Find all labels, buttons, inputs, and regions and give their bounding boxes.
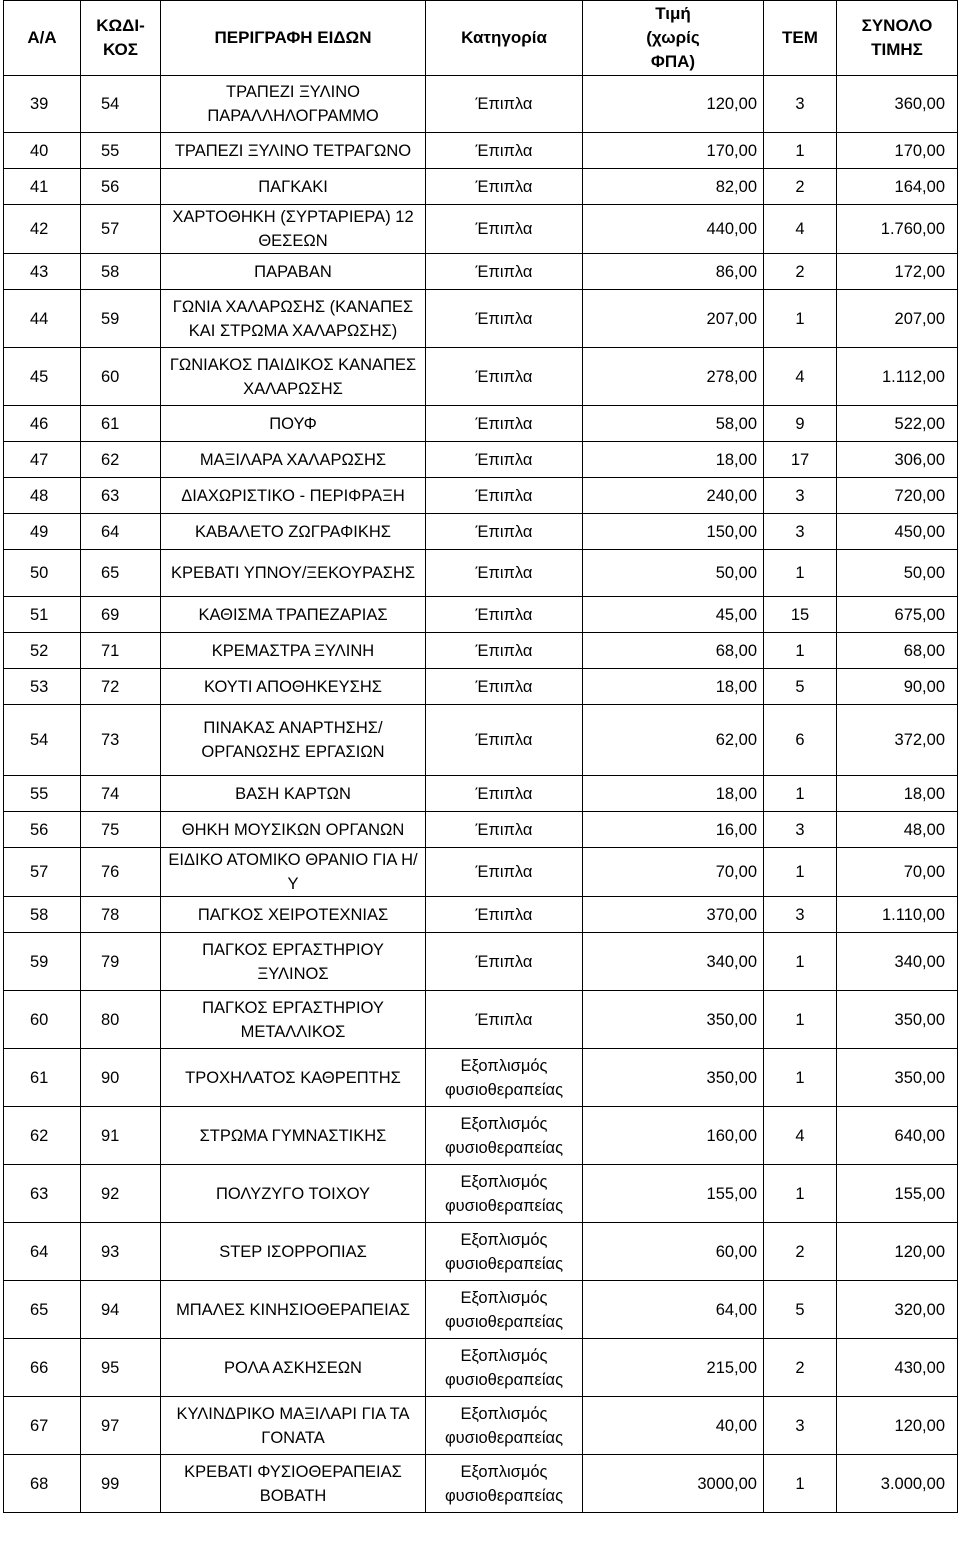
row-category: Έπιπλα xyxy=(426,133,583,169)
row-price: 120,00 xyxy=(583,76,764,133)
row-description: ΠΑΡΑΒΑΝ xyxy=(161,254,426,290)
row-code: 71 xyxy=(81,633,161,669)
row-total: 207,00 xyxy=(837,290,958,348)
row-number: 58 xyxy=(4,897,81,933)
row-total: 720,00 xyxy=(837,478,958,514)
row-total: 120,00 xyxy=(837,1397,958,1455)
row-category: Έπιπλα xyxy=(426,705,583,776)
row-number: 43 xyxy=(4,254,81,290)
row-total: 350,00 xyxy=(837,991,958,1049)
row-description: ΠΟΥΦ xyxy=(161,406,426,442)
row-number: 67 xyxy=(4,1397,81,1455)
table-row xyxy=(4,597,958,633)
table-row xyxy=(4,1223,958,1281)
row-category: Έπιπλα xyxy=(426,933,583,991)
row-price: 70,00 xyxy=(583,848,764,897)
row-total: 306,00 xyxy=(837,442,958,478)
row-category: Εξοπλισμός φυσιοθεραπείας xyxy=(426,1223,583,1281)
row-code: 62 xyxy=(81,442,161,478)
table-row xyxy=(4,290,958,348)
row-number: 41 xyxy=(4,169,81,205)
row-number: 57 xyxy=(4,848,81,897)
row-price: 64,00 xyxy=(583,1281,764,1339)
row-total: 155,00 xyxy=(837,1165,958,1223)
row-description: ΠΙΝΑΚΑΣ ΑΝΑΡΤΗΣΗΣ/ΟΡΓΑΝΩΣΗΣ ΕΡΓΑΣΙΩΝ xyxy=(161,705,426,776)
table-row xyxy=(4,205,958,254)
row-quantity: 3 xyxy=(764,514,837,550)
table-row xyxy=(4,1397,958,1455)
row-price: 86,00 xyxy=(583,254,764,290)
row-description: ΓΩΝΙΑ ΧΑΛΑΡΩΣΗΣ (ΚΑΝΑΠΕΣ ΚΑΙ ΣΤΡΩΜΑ ΧΑΛΑΡΩΣΗΣ) xyxy=(161,290,426,348)
row-total: 675,00 xyxy=(837,597,958,633)
header-quantity: ΤΕΜ xyxy=(764,1,837,76)
row-description: ΚΡΕΜΑΣΤΡΑ ΞΥΛΙΝΗ xyxy=(161,633,426,669)
row-category: Έπιπλα xyxy=(426,848,583,897)
row-code: 73 xyxy=(81,705,161,776)
row-number: 47 xyxy=(4,442,81,478)
row-category: Έπιπλα xyxy=(426,812,583,848)
table-row xyxy=(4,812,958,848)
row-description: ΚΟΥΤΙ ΑΠΟΘΗΚΕΥΣΗΣ xyxy=(161,669,426,705)
row-number: 53 xyxy=(4,669,81,705)
row-total: 70,00 xyxy=(837,848,958,897)
row-price: 60,00 xyxy=(583,1223,764,1281)
row-quantity: 4 xyxy=(764,1107,837,1165)
row-category: Έπιπλα xyxy=(426,633,583,669)
row-category: Έπιπλα xyxy=(426,776,583,812)
row-category: Έπιπλα xyxy=(426,442,583,478)
table-row xyxy=(4,1339,958,1397)
row-number: 66 xyxy=(4,1339,81,1397)
row-total: 164,00 xyxy=(837,169,958,205)
row-code: 60 xyxy=(81,348,161,406)
row-category: Έπιπλα xyxy=(426,550,583,597)
row-price: 278,00 xyxy=(583,348,764,406)
row-quantity: 1 xyxy=(764,848,837,897)
row-total: 1.760,00 xyxy=(837,205,958,254)
row-category: Έπιπλα xyxy=(426,991,583,1049)
row-description: ΧΑΡΤΟΘΗΚΗ (ΣΥΡΤΑΡΙΕΡΑ) 12 ΘΕΣΕΩΝ xyxy=(161,205,426,254)
table-row xyxy=(4,1455,958,1513)
row-description: STEP ΙΣΟΡΡΟΠΙΑΣ xyxy=(161,1223,426,1281)
row-quantity: 2 xyxy=(764,254,837,290)
table-row xyxy=(4,1107,958,1165)
row-description: ΠΑΓΚΑΚΙ xyxy=(161,169,426,205)
row-category: Έπιπλα xyxy=(426,669,583,705)
row-category: Έπιπλα xyxy=(426,169,583,205)
table-row xyxy=(4,550,958,597)
row-category: Έπιπλα xyxy=(426,514,583,550)
row-total: 640,00 xyxy=(837,1107,958,1165)
row-number: 61 xyxy=(4,1049,81,1107)
row-quantity: 1 xyxy=(764,633,837,669)
row-category: Έπιπλα xyxy=(426,76,583,133)
table-row xyxy=(4,1165,958,1223)
row-price: 50,00 xyxy=(583,550,764,597)
row-total: 372,00 xyxy=(837,705,958,776)
row-total: 320,00 xyxy=(837,1281,958,1339)
row-category: Έπιπλα xyxy=(426,290,583,348)
row-description: ΚΡΕΒΑΤΙ ΦΥΣΙΟΘΕΡΑΠΕΙΑΣ ΒΟΒΑΤΗ xyxy=(161,1455,426,1513)
header-aa: Α/Α xyxy=(4,1,81,76)
table-row xyxy=(4,669,958,705)
row-total: 170,00 xyxy=(837,133,958,169)
table-row xyxy=(4,848,958,897)
row-price: 82,00 xyxy=(583,169,764,205)
row-code: 58 xyxy=(81,254,161,290)
table-row xyxy=(4,705,958,776)
row-code: 93 xyxy=(81,1223,161,1281)
row-code: 94 xyxy=(81,1281,161,1339)
row-total: 430,00 xyxy=(837,1339,958,1397)
row-number: 64 xyxy=(4,1223,81,1281)
row-price: 18,00 xyxy=(583,442,764,478)
row-price: 45,00 xyxy=(583,597,764,633)
row-price: 170,00 xyxy=(583,133,764,169)
table-row xyxy=(4,406,958,442)
row-code: 69 xyxy=(81,597,161,633)
row-category: Εξοπλισμός φυσιοθεραπείας xyxy=(426,1397,583,1455)
row-code: 90 xyxy=(81,1049,161,1107)
header-description: ΠΕΡΙΓΡΑΦΗ ΕΙΔΩΝ xyxy=(161,1,426,76)
row-description: ΚΥΛΙΝΔΡΙΚΟ ΜΑΞΙΛΑΡΙ ΓΙΑ ΤΑ ΓΟΝΑΤΑ xyxy=(161,1397,426,1455)
row-description: ΘΗΚΗ ΜΟΥΣΙΚΩΝ ΟΡΓΑΝΩΝ xyxy=(161,812,426,848)
row-total: 18,00 xyxy=(837,776,958,812)
row-code: 75 xyxy=(81,812,161,848)
row-description: ΜΠΑΛΕΣ ΚΙΝΗΣΙΟΘΕΡΑΠΕΙΑΣ xyxy=(161,1281,426,1339)
row-description: ΡΟΛΑ ΑΣΚΗΣΕΩΝ xyxy=(161,1339,426,1397)
row-quantity: 3 xyxy=(764,897,837,933)
row-number: 51 xyxy=(4,597,81,633)
row-price: 3000,00 xyxy=(583,1455,764,1513)
row-description: ΣΤΡΩΜΑ ΓΥΜΝΑΣΤΙΚΗΣ xyxy=(161,1107,426,1165)
header-code: ΚΩΔΙ-ΚΟΣ xyxy=(81,1,161,76)
table-row xyxy=(4,933,958,991)
row-description: ΓΩΝΙΑΚΟΣ ΠΑΙΔΙΚΟΣ ΚΑΝΑΠΕΣ ΧΑΛΑΡΩΣΗΣ xyxy=(161,348,426,406)
row-number: 39 xyxy=(4,76,81,133)
row-category: Εξοπλισμός φυσιοθεραπείας xyxy=(426,1455,583,1513)
row-category: Έπιπλα xyxy=(426,597,583,633)
row-description: ΕΙΔΙΚΟ ΑΤΟΜΙΚΟ ΘΡΑΝΙΟ ΓΙΑ Η/Υ xyxy=(161,848,426,897)
row-description: ΜΑΞΙΛΑΡΑ ΧΑΛΑΡΩΣΗΣ xyxy=(161,442,426,478)
row-quantity: 5 xyxy=(764,1281,837,1339)
row-category: Έπιπλα xyxy=(426,348,583,406)
row-quantity: 17 xyxy=(764,442,837,478)
row-total: 120,00 xyxy=(837,1223,958,1281)
row-total: 340,00 xyxy=(837,933,958,991)
header-category: Κατηγορία xyxy=(426,1,583,76)
row-total: 360,00 xyxy=(837,76,958,133)
row-code: 64 xyxy=(81,514,161,550)
row-price: 370,00 xyxy=(583,897,764,933)
row-quantity: 1 xyxy=(764,776,837,812)
table-row xyxy=(4,991,958,1049)
table-row xyxy=(4,76,958,133)
row-total: 522,00 xyxy=(837,406,958,442)
row-total: 3.000,00 xyxy=(837,1455,958,1513)
row-description: ΔΙΑΧΩΡΙΣΤΙΚΟ - ΠΕΡΙΦΡΑΞΗ xyxy=(161,478,426,514)
row-quantity: 2 xyxy=(764,1223,837,1281)
row-description: ΠΟΛΥΖΥΓΟ ΤΟΙΧΟΥ xyxy=(161,1165,426,1223)
row-price: 207,00 xyxy=(583,290,764,348)
row-code: 95 xyxy=(81,1339,161,1397)
row-code: 61 xyxy=(81,406,161,442)
row-code: 63 xyxy=(81,478,161,514)
row-quantity: 9 xyxy=(764,406,837,442)
row-category: Έπιπλα xyxy=(426,205,583,254)
row-number: 68 xyxy=(4,1455,81,1513)
row-price: 40,00 xyxy=(583,1397,764,1455)
row-price: 240,00 xyxy=(583,478,764,514)
row-code: 72 xyxy=(81,669,161,705)
row-description: ΒΑΣΗ ΚΑΡΤΩΝ xyxy=(161,776,426,812)
row-price: 215,00 xyxy=(583,1339,764,1397)
row-number: 45 xyxy=(4,348,81,406)
row-quantity: 1 xyxy=(764,1165,837,1223)
row-number: 56 xyxy=(4,812,81,848)
row-number: 42 xyxy=(4,205,81,254)
row-total: 172,00 xyxy=(837,254,958,290)
row-quantity: 15 xyxy=(764,597,837,633)
row-description: ΚΡΕΒΑΤΙ ΥΠΝΟΥ/ΞΕΚΟΥΡΑΣΗΣ xyxy=(161,550,426,597)
row-quantity: 1 xyxy=(764,991,837,1049)
row-quantity: 5 xyxy=(764,669,837,705)
items-table xyxy=(3,0,958,1513)
row-code: 56 xyxy=(81,169,161,205)
row-quantity: 4 xyxy=(764,348,837,406)
row-category: Εξοπλισμός φυσιοθεραπείας xyxy=(426,1165,583,1223)
row-quantity: 2 xyxy=(764,1339,837,1397)
row-quantity: 3 xyxy=(764,1397,837,1455)
row-number: 52 xyxy=(4,633,81,669)
row-description: ΤΡΑΠΕΖΙ ΞΥΛΙΝΟ ΤΕΤΡΑΓΩΝΟ xyxy=(161,133,426,169)
table-row xyxy=(4,133,958,169)
table-row xyxy=(4,1049,958,1107)
row-number: 40 xyxy=(4,133,81,169)
row-description: ΤΡΑΠΕΖΙ ΞΥΛΙΝΟ ΠΑΡΑΛΛΗΛΟΓΡΑΜΜΟ xyxy=(161,76,426,133)
row-category: Εξοπλισμός φυσιοθεραπείας xyxy=(426,1339,583,1397)
row-price: 58,00 xyxy=(583,406,764,442)
row-code: 92 xyxy=(81,1165,161,1223)
row-price: 440,00 xyxy=(583,205,764,254)
row-number: 63 xyxy=(4,1165,81,1223)
table-row xyxy=(4,442,958,478)
row-code: 91 xyxy=(81,1107,161,1165)
row-quantity: 4 xyxy=(764,205,837,254)
row-code: 57 xyxy=(81,205,161,254)
row-code: 80 xyxy=(81,991,161,1049)
row-quantity: 3 xyxy=(764,478,837,514)
table-row xyxy=(4,348,958,406)
header-total: ΣΥΝΟΛΟ ΤΙΜΗΣ xyxy=(837,1,958,76)
table-row xyxy=(4,514,958,550)
row-quantity: 3 xyxy=(764,76,837,133)
row-number: 48 xyxy=(4,478,81,514)
row-price: 16,00 xyxy=(583,812,764,848)
row-number: 59 xyxy=(4,933,81,991)
row-number: 55 xyxy=(4,776,81,812)
row-total: 48,00 xyxy=(837,812,958,848)
row-price: 350,00 xyxy=(583,1049,764,1107)
row-description: ΚΑΘΙΣΜΑ ΤΡΑΠΕΖΑΡΙΑΣ xyxy=(161,597,426,633)
row-price: 150,00 xyxy=(583,514,764,550)
row-code: 78 xyxy=(81,897,161,933)
table-row xyxy=(4,897,958,933)
row-total: 50,00 xyxy=(837,550,958,597)
table-row xyxy=(4,633,958,669)
row-quantity: 1 xyxy=(764,290,837,348)
row-description: ΠΑΓΚΟΣ ΧΕΙΡΟΤΕΧΝΙΑΣ xyxy=(161,897,426,933)
row-price: 18,00 xyxy=(583,669,764,705)
row-number: 50 xyxy=(4,550,81,597)
row-quantity: 3 xyxy=(764,812,837,848)
row-total: 1.112,00 xyxy=(837,348,958,406)
row-quantity: 2 xyxy=(764,169,837,205)
row-category: Εξοπλισμός φυσιοθεραπείας xyxy=(426,1281,583,1339)
table-row xyxy=(4,1281,958,1339)
row-quantity: 1 xyxy=(764,1049,837,1107)
row-price: 155,00 xyxy=(583,1165,764,1223)
row-quantity: 6 xyxy=(764,705,837,776)
row-quantity: 1 xyxy=(764,933,837,991)
row-code: 59 xyxy=(81,290,161,348)
row-price: 68,00 xyxy=(583,633,764,669)
row-description: ΠΑΓΚΟΣ ΕΡΓΑΣΤΗΡΙΟΥ ΜΕΤΑΛΛΙΚΟΣ xyxy=(161,991,426,1049)
row-number: 60 xyxy=(4,991,81,1049)
row-description: ΚΑΒΑΛΕΤΟ ΖΩΓΡΑΦΙΚΗΣ xyxy=(161,514,426,550)
row-code: 55 xyxy=(81,133,161,169)
table-row xyxy=(4,169,958,205)
row-total: 1.110,00 xyxy=(837,897,958,933)
row-total: 350,00 xyxy=(837,1049,958,1107)
table-row xyxy=(4,254,958,290)
row-code: 97 xyxy=(81,1397,161,1455)
row-price: 350,00 xyxy=(583,991,764,1049)
row-description: ΤΡΟΧΗΛΑΤΟΣ ΚΑΘΡΕΠΤΗΣ xyxy=(161,1049,426,1107)
row-price: 160,00 xyxy=(583,1107,764,1165)
row-category: Έπιπλα xyxy=(426,406,583,442)
row-description: ΠΑΓΚΟΣ ΕΡΓΑΣΤΗΡΙΟΥ ΞΥΛΙΝΟΣ xyxy=(161,933,426,991)
row-category: Εξοπλισμός φυσιοθεραπείας xyxy=(426,1107,583,1165)
row-code: 76 xyxy=(81,848,161,897)
row-total: 90,00 xyxy=(837,669,958,705)
row-code: 65 xyxy=(81,550,161,597)
row-code: 54 xyxy=(81,76,161,133)
header-price: Τιμή (χωρίς ΦΠΑ) xyxy=(583,1,764,76)
row-total: 68,00 xyxy=(837,633,958,669)
row-quantity: 1 xyxy=(764,550,837,597)
row-number: 62 xyxy=(4,1107,81,1165)
row-number: 49 xyxy=(4,514,81,550)
row-number: 54 xyxy=(4,705,81,776)
row-code: 79 xyxy=(81,933,161,991)
row-number: 65 xyxy=(4,1281,81,1339)
table-row xyxy=(4,478,958,514)
row-category: Έπιπλα xyxy=(426,897,583,933)
row-number: 46 xyxy=(4,406,81,442)
row-total: 450,00 xyxy=(837,514,958,550)
header-row xyxy=(4,1,958,76)
table-row xyxy=(4,776,958,812)
row-quantity: 1 xyxy=(764,1455,837,1513)
row-code: 99 xyxy=(81,1455,161,1513)
row-category: Εξοπλισμός φυσιοθεραπείας xyxy=(426,1049,583,1107)
row-quantity: 1 xyxy=(764,133,837,169)
row-category: Έπιπλα xyxy=(426,254,583,290)
row-category: Έπιπλα xyxy=(426,478,583,514)
row-number: 44 xyxy=(4,290,81,348)
row-price: 62,00 xyxy=(583,705,764,776)
row-price: 340,00 xyxy=(583,933,764,991)
row-code: 74 xyxy=(81,776,161,812)
row-price: 18,00 xyxy=(583,776,764,812)
